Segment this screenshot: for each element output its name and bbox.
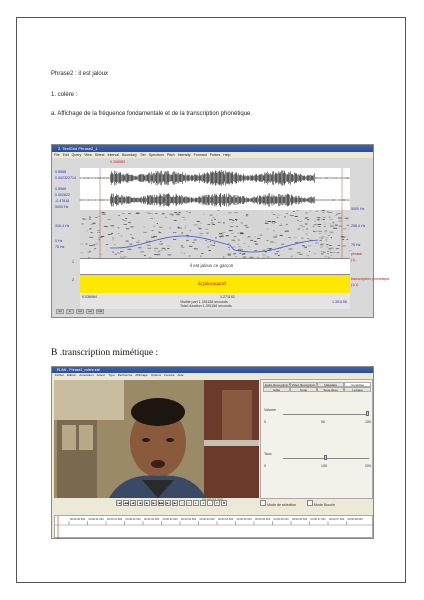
volume-label: Volume (264, 408, 276, 412)
timeline-tick-label: 00:00:00.500 (70, 518, 86, 521)
tier2-number: 2 (72, 278, 74, 282)
cursor-time: 0.158983 (110, 160, 125, 164)
tab-top-0[interactable]: Audio Recognizer (264, 383, 289, 387)
playback-button-3[interactable]: ◀ (138, 501, 142, 505)
tab-bottom-3[interactable]: Lexique (344, 387, 371, 392)
timeline-tick-label: 00:00:02.500 (144, 518, 160, 521)
timeline-tick-label: 00:00:06.000 (273, 518, 289, 521)
praat-menu-8[interactable]: Spectrum (148, 153, 164, 157)
praat-right-label-6: (1/1) (351, 283, 359, 287)
volume-mid: 50 (321, 420, 325, 424)
rate-min: 0 (264, 464, 266, 468)
tab-top-3[interactable]: Contrôles (344, 382, 371, 387)
playback-button-10[interactable]: ▷ (187, 501, 191, 505)
elan-menu-0[interactable]: Fichier (55, 373, 65, 377)
elan-menu-4[interactable]: Type (108, 373, 115, 377)
praat-left-label-6: 316.4 Hz (55, 224, 70, 228)
timeline-tick-label: 00:00:03.500 (181, 518, 197, 521)
volume-knob[interactable] (366, 411, 369, 416)
volume-min: 0 (264, 420, 266, 424)
selection-mode-label: Mode de sélection (267, 503, 297, 507)
playback-button-11[interactable]: ⇤ (194, 501, 198, 505)
praat-menu-10[interactable]: Intensity (177, 153, 191, 157)
praat-menu-2[interactable]: Query (71, 153, 82, 157)
praat-menu-11[interactable]: Formant (193, 153, 207, 157)
praat-screenshot (51, 144, 390, 318)
video-frame (54, 380, 259, 498)
timeline-tick-label: 00:00:08.000 (347, 518, 363, 521)
elan-menu-3[interactable]: Acteur (96, 373, 106, 377)
praat-right-label-5: transcription phonétique (351, 277, 390, 281)
elan-menu-9[interactable]: Aide (177, 373, 184, 377)
timeline-tick-label: 00:00:04.500 (218, 518, 234, 521)
praat-titlebar: 2. TextGrid Phrase2_1 (52, 145, 373, 152)
timeline-tick-label: 00:00:07.500 (329, 518, 345, 521)
praat-left-label-5: 5000 Hz (55, 205, 69, 209)
playback-button-0[interactable]: |◀ (117, 501, 121, 505)
playback-button-9[interactable]: ◁ (180, 501, 184, 505)
praat-menu-3[interactable]: View (84, 153, 92, 157)
playback-button-12[interactable]: ⇥ (201, 501, 205, 505)
timeline-ruler (55, 516, 374, 539)
timeline-tick-label: 00:00:06.500 (292, 518, 308, 521)
tier2-text: ilɛʒalusəgarsɔ̃ (198, 281, 227, 286)
selection-mode-checkbox[interactable] (260, 500, 266, 506)
timeline-tick-label: 00:00:05.500 (255, 518, 271, 521)
playback-button-15[interactable]: ⇆ (222, 501, 226, 505)
praat-left-label-8: 75 Hz (55, 245, 65, 249)
praat-right-label-3: phrase (351, 252, 362, 256)
section-colere: 1. colère : (51, 92, 78, 98)
elan-screenshot (51, 366, 374, 539)
praat-menu-12[interactable]: Pulses (209, 153, 221, 157)
sel-duration: 1.271192 (220, 295, 235, 299)
praat-right-label-2: 75 Hz (351, 243, 361, 247)
praat-menu-4[interactable]: Select (94, 153, 105, 157)
timeline-tick-label: 00:00:04.000 (199, 518, 215, 521)
playback-button-13[interactable]: ↔ (208, 501, 212, 505)
playback-button-2[interactable]: ◀| (131, 501, 135, 505)
timeline-viewer[interactable] (54, 515, 373, 538)
timeline-tick-label: 00:00:05.000 (236, 518, 252, 521)
praat-right-label-0: 5000 Hz (351, 207, 365, 211)
visible-part: Visible part 1.391158 seconds (180, 300, 228, 304)
subsection-a: a. Affichage de la fréquence fondamentale et de la transcription phonétique. (51, 111, 253, 117)
tier-phrase[interactable] (80, 258, 350, 275)
praat-menubar (52, 152, 373, 158)
playback-button-4[interactable]: ▶ (145, 501, 149, 505)
elan-menu-1[interactable]: Édition (67, 373, 77, 377)
rate-mid: 100 (321, 464, 327, 468)
praat-button-all[interactable]: all (56, 309, 64, 314)
playback-button-14[interactable]: ⟳ (215, 501, 219, 505)
praat-menu-9[interactable]: Pitch (166, 153, 175, 157)
praat-menu-5[interactable]: Interval (107, 153, 119, 157)
praat-left-label-2: 0.5965 (55, 187, 66, 191)
tab-top-2[interactable]: Metadata (317, 382, 344, 387)
elan-menu-6[interactable]: Affichage (135, 373, 148, 377)
elan-menubar (52, 373, 373, 378)
playback-button-6[interactable]: ▶▶ (159, 501, 164, 505)
elan-menu-5[interactable]: Recherche (117, 373, 133, 377)
praat-menu-6[interactable]: Boundary (121, 153, 137, 157)
elan-titlebar: ELAN - Phrase2_colère.eaf (52, 367, 373, 373)
elan-menu-7[interactable]: Options (150, 373, 162, 377)
rate-max: 200 (365, 464, 371, 468)
praat-left-label-7: 0 Hz (55, 239, 63, 243)
timeline-tick-label: 00:00:07.000 (310, 518, 326, 521)
tab-bottom-1[interactable]: Texte (290, 387, 317, 392)
section-b-heading: B .transcription mimétique : (51, 348, 159, 358)
total-duration: Total duration 1.391158 seconds (180, 304, 232, 308)
timeline-tick-label: 00:00:02.000 (125, 518, 141, 521)
timeline-tick-label: 00:00:01.000 (88, 518, 104, 521)
tier1-text: il est jaloux ce garçon (190, 263, 234, 268)
volume-max: 100 (365, 420, 371, 424)
praat-menu-7[interactable]: Tier (139, 153, 146, 157)
praat-left-label-3: 0.002622 (55, 193, 70, 197)
praat-button-sel[interactable]: sel (86, 309, 94, 314)
elan-menu-8[interactable]: Fenêtre (164, 373, 175, 377)
rate-label: Taux (264, 452, 272, 456)
sel-start: 0.036984 (82, 295, 97, 299)
praat-menu-13[interactable]: Help (223, 153, 231, 157)
tab-top-1[interactable]: Video Recognizer (291, 383, 316, 387)
praat-signal-area[interactable] (80, 168, 350, 309)
praat-left-label-4: -0.47818 (55, 199, 70, 203)
praat-button-in[interactable]: in (66, 309, 74, 314)
playback-button-7[interactable]: ▶| (166, 501, 170, 505)
waveform-spectrogram (80, 168, 350, 258)
tab-bottom-0[interactable]: Grille (263, 387, 290, 392)
volume-slider[interactable] (283, 414, 369, 415)
loop-mode-label: Mode Boucle (314, 503, 335, 507)
playback-button-5[interactable]: ▶| (152, 501, 156, 505)
praat-menu-1[interactable]: Edit (62, 153, 69, 157)
timeline-tick-label: 00:00:01.500 (107, 518, 123, 521)
rate-knob[interactable] (324, 455, 327, 460)
praat-button-out[interactable]: out (77, 309, 83, 313)
praat-time-bar (80, 294, 350, 309)
praat-menu-0[interactable]: File (54, 153, 60, 157)
praat-right-label-4: (1) (351, 258, 356, 262)
right-time: 1.391158 (332, 300, 347, 304)
playback-button-8[interactable]: |▶| (173, 501, 177, 505)
tab-bottom-2[interactable]: Sous-titres (317, 387, 344, 392)
phrase-heading: Phrase2 : il est jaloux (51, 71, 109, 77)
praat-left-label-0: 0.5988 (55, 170, 66, 174)
tier1-number: 1 (72, 260, 74, 264)
praat-right-label-1: 258.4 Hz (351, 224, 366, 228)
praat-left-label-1: 0.002322714 (55, 176, 76, 180)
timeline-tick-label: 00:00:03.000 (162, 518, 178, 521)
praat-button-bak[interactable]: bak (97, 309, 103, 313)
loop-mode-checkbox[interactable] (307, 500, 313, 506)
playback-button-1[interactable]: ◀◀ (124, 501, 129, 505)
controls-panel (260, 379, 373, 499)
video-viewer[interactable] (54, 380, 259, 498)
elan-menu-2[interactable]: Annotation (79, 373, 94, 377)
tier-phonetic[interactable] (80, 275, 350, 293)
